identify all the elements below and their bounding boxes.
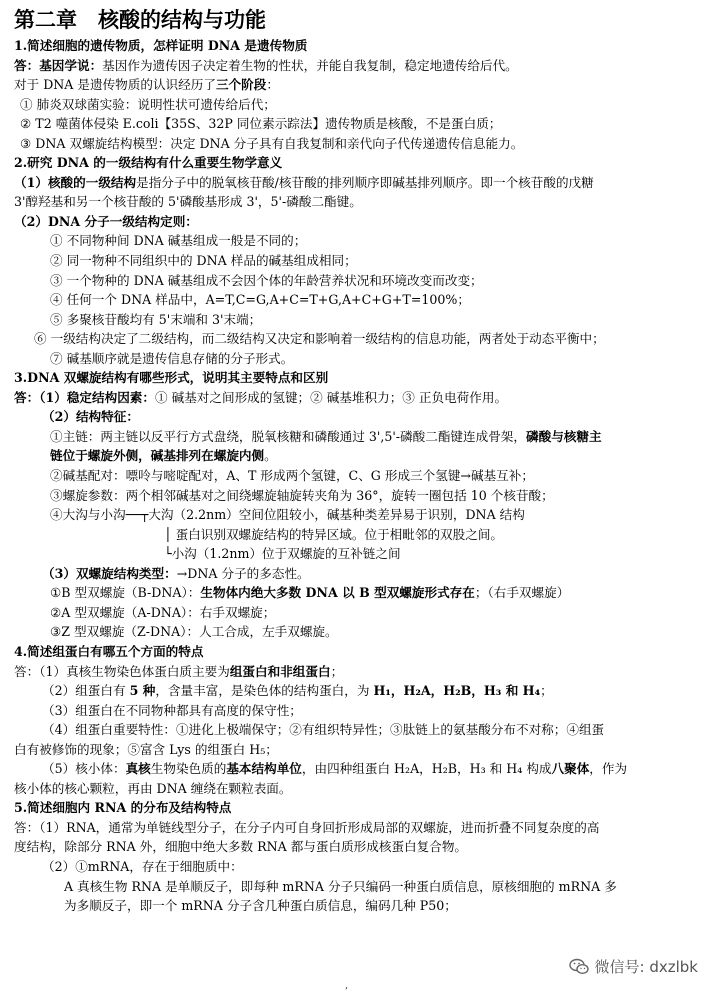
text-line: [14, 446, 698, 466]
text-segment: 4.简述组蛋白有哪五个方面的特点: [14, 643, 204, 659]
question-heading: [14, 36, 698, 56]
text-segment: 1.简述细胞的遗传物质，怎样证明 DNA 是遗传物质: [14, 38, 308, 53]
text-segment: （4）组蛋白重要特性：①进化上极端保守；②有组织特异性；③肽链上的氨基酸分布不对称；④组蛋: [42, 722, 605, 738]
text-segment: 5.简述细胞内 RNA 的分布及结构特点: [14, 800, 232, 816]
text-line: [14, 505, 698, 525]
text-segment: ⑥ 一级结构决定了二级结构，而二级结构又决定和影响着一级结构的信息功能，两者处于动态平衡中；: [34, 331, 605, 347]
page-mark: ,: [345, 980, 349, 991]
text-segment: 核小体的核心颗粒，再由 DNA 缠绕在颗粒表面。: [14, 780, 292, 796]
text-segment: ③Z 型双螺旋（Z-DNA）：人工合成，左手双螺旋。: [50, 624, 338, 640]
text-line: [14, 525, 698, 545]
text-line: [14, 837, 698, 857]
text-segment: 5 种: [129, 683, 156, 699]
text-line: [14, 603, 698, 623]
text-line: [14, 349, 698, 369]
text-segment: →DNA 分子的多态性。: [176, 565, 310, 581]
text-segment: ，含量丰富，是染色体的结构蛋白，为: [155, 683, 374, 699]
text-segment: ，由四种组蛋白 H₂A，H₂B，H₃ 和 H₄ 构成: [301, 761, 552, 777]
text-segment: H₁，H₂A，H₂B，H₃ 和 H₄: [373, 683, 541, 699]
text-segment: ⑦ 碱基顺序就是遗传信息存储的分子形式。: [50, 350, 294, 366]
text-segment: ，作为: [589, 761, 628, 777]
text-line: [14, 701, 698, 721]
text-line: [14, 134, 698, 154]
text-segment: 2.研究 DNA 的一级结构有什么重要生物学意义: [14, 155, 283, 171]
text-segment: ④大沟与小沟──┬大沟（2.2nm）空间位阻较小，碱基种类差异易于识别，DNA 结构: [50, 507, 525, 523]
text-line: [14, 896, 698, 916]
text-segment: ①B 型双螺旋（B-DNA）：: [50, 585, 201, 601]
text-segment: 3.DNA 双螺旋结构有哪些形式，说明其主要特点和区别: [14, 370, 329, 386]
text-segment: ⑤ 多聚核苷酸均有 5'末端和 3'末端；: [50, 311, 262, 327]
text-segment: 真核: [125, 761, 151, 777]
text-segment: ①主链：两主链以反平行方式盘绕，脱氧核糖和磷酸通过 3',5'-磷酸二酯键连成骨架，: [50, 428, 526, 444]
text-segment: ① 碱基对之间形成的氢键；② 碱基堆积力；③ 正负电荷作用。: [155, 389, 508, 405]
text-segment: └小沟（1.2nm）位于双螺旋的互补链之间: [164, 546, 401, 562]
watermark: [565, 954, 702, 979]
text-segment: 是指分子中的脱氧核苷酸/核苷酸的排列顺序即碱基排列顺序。即一个核苷酸的戊糖: [136, 174, 594, 190]
text-line: [14, 407, 698, 427]
text-segment: （3）双螺旋结构类型：: [42, 565, 177, 581]
text-segment: 答：基因学说：: [14, 57, 103, 73]
watermark-text: 微信号: dxzlbk: [594, 958, 698, 976]
text-segment: （2）结构特征：: [42, 409, 139, 425]
text-segment: 链位于螺旋外侧，碱基排列在螺旋内侧: [50, 448, 265, 464]
text-line: [14, 329, 698, 349]
text-segment: （5）核小体：: [42, 761, 126, 777]
text-segment: ③螺旋参数：两个相邻碱基对之间绕螺旋轴旋转夹角为 36°，旋转一圈包括 10 个核苷酸；: [50, 487, 554, 503]
text-segment: ；（右手双螺旋）: [474, 585, 570, 601]
document-body: [14, 36, 698, 916]
text-segment: 答：（1）RNA，通常为单链线型分子，在分子内可自身回折形成局部的双螺旋，进而折叠不同复杂度的高: [14, 819, 600, 835]
text-line: [14, 173, 698, 193]
text-segment: 3'醇羟基和另一个核苷酸的 5'磷酸基形成 3'，5'-磷酸二酯键。: [14, 194, 362, 210]
text-line: [14, 427, 698, 447]
text-segment: ③ 一个物种的 DNA 碱基组成不会因个体的年龄营养状况和环境改变而改变；: [50, 272, 483, 288]
text-segment: （2）组蛋白有: [42, 683, 130, 699]
text-segment: 生物体内绝大多数 DNA 以 B 型双螺旋形式存在: [200, 585, 475, 601]
text-line: [14, 56, 698, 76]
text-line: [14, 544, 698, 564]
text-line: [14, 583, 698, 603]
text-segment: 白有被修饰的现象；⑤富含 Lys 的组蛋白 H₅；: [14, 741, 278, 757]
text-segment: A 真核生物 RNA 是单顺反子，即每种 mRNA 分子只编码一种蛋白质信息，原核细胞的 mRNA 多: [64, 878, 617, 894]
text-segment: ② T2 噬菌体侵染 E.coli【35S、32P 同位素示踪法】遗传物质是核酸，不是蛋白质；: [20, 116, 502, 132]
text-line: [14, 486, 698, 506]
text-segment: ② 同一物种不同组织中的 DNA 样品的碱基组成相同；: [50, 253, 357, 269]
text-segment: 组蛋白和非组蛋白: [229, 663, 331, 679]
text-segment: 磷酸与核糖主: [526, 428, 602, 444]
text-segment: 八聚体: [551, 761, 590, 777]
text-line: [14, 388, 698, 408]
text-segment: ① 肺炎双球菌实验：说明性状可遗传给后代；: [20, 96, 276, 112]
text-line: [14, 212, 698, 232]
text-line: [14, 95, 698, 115]
text-segment: 。: [264, 448, 277, 464]
text-line: [14, 877, 698, 897]
text-line: [14, 564, 698, 584]
question-heading: [14, 368, 698, 388]
text-line: [14, 759, 698, 779]
text-segment: ；: [540, 683, 553, 699]
text-line: [14, 681, 698, 701]
text-line: [14, 114, 698, 134]
text-line: [14, 310, 698, 330]
text-segment: 三个阶段: [215, 77, 267, 93]
wechat-icon: [569, 958, 589, 976]
text-segment: │ 蛋白识别双螺旋结构的特异区域。位于相毗邻的双股之间。: [164, 526, 504, 542]
text-segment: ① 不同物种间 DNA 碱基组成一般是不同的；: [50, 233, 307, 249]
text-segment: ；: [330, 663, 344, 679]
chapter-title: 第二章 核酸的结构与功能: [14, 7, 266, 32]
text-segment: （2）DNA 分子一级结构定则：: [14, 213, 198, 229]
text-segment: ②A 型双螺旋（A-DNA）：右手双螺旋；: [50, 604, 276, 620]
question-heading: [14, 642, 698, 662]
text-line: [14, 231, 698, 251]
text-line: [14, 290, 698, 310]
text-line: [14, 622, 698, 642]
text-segment: 生物染色质的: [150, 761, 227, 777]
text-segment: 基因作为遗传因子决定着生物的性状，并能自我复制，稳定地遗传给后代。: [102, 57, 518, 73]
text-line: [14, 857, 698, 877]
text-segment: （2）①mRNA，存在于细胞质中：: [42, 858, 243, 874]
text-segment: 度结构，除部分 RNA 外，细胞中绝大多数 RNA 都与蛋白质形成核蛋白复合物。: [14, 839, 468, 855]
text-line: [14, 779, 698, 799]
text-segment: （1）核酸的一级结构: [14, 174, 137, 190]
text-segment: ③ DNA 双螺旋结构模型：决定 DNA 分子具有自我复制和亲代向子代传递遗传信息能力。: [20, 135, 524, 151]
text-line: [14, 251, 698, 271]
text-line: [14, 662, 698, 682]
text-segment: 答：（1）稳定结构因素：: [14, 389, 155, 405]
text-line: [14, 720, 698, 740]
text-segment: （3）组蛋白在不同物种都具有高度的保守性；: [42, 702, 302, 718]
question-heading: [14, 798, 698, 818]
question-heading: [14, 153, 698, 173]
text-segment: ：: [266, 77, 279, 93]
text-segment: 对于 DNA 是遗传物质的认识经历了: [14, 77, 216, 93]
text-line: [14, 192, 698, 212]
text-line: [14, 75, 698, 95]
text-line: [14, 740, 698, 760]
text-line: [14, 271, 698, 291]
text-segment: 答：（1）真核生物染色体蛋白质主要为: [14, 663, 230, 679]
text-segment: 基本结构单位: [226, 761, 302, 777]
text-segment: ②碱基配对：嘌呤与嘧啶配对，A、T 形成两个氢键，C、G 形成三个氢键→碱基互补；: [50, 468, 534, 484]
text-segment: 为多顺反子，即一个 mRNA 分子含几种蛋白质信息，编码几种 P50；: [64, 898, 457, 914]
text-line: [14, 466, 698, 486]
text-line: [14, 818, 698, 838]
text-segment: ④ 任何一个 DNA 样品中，A=T,C=G,A+C=T+G,A+C+G+T=100%；: [50, 292, 470, 308]
